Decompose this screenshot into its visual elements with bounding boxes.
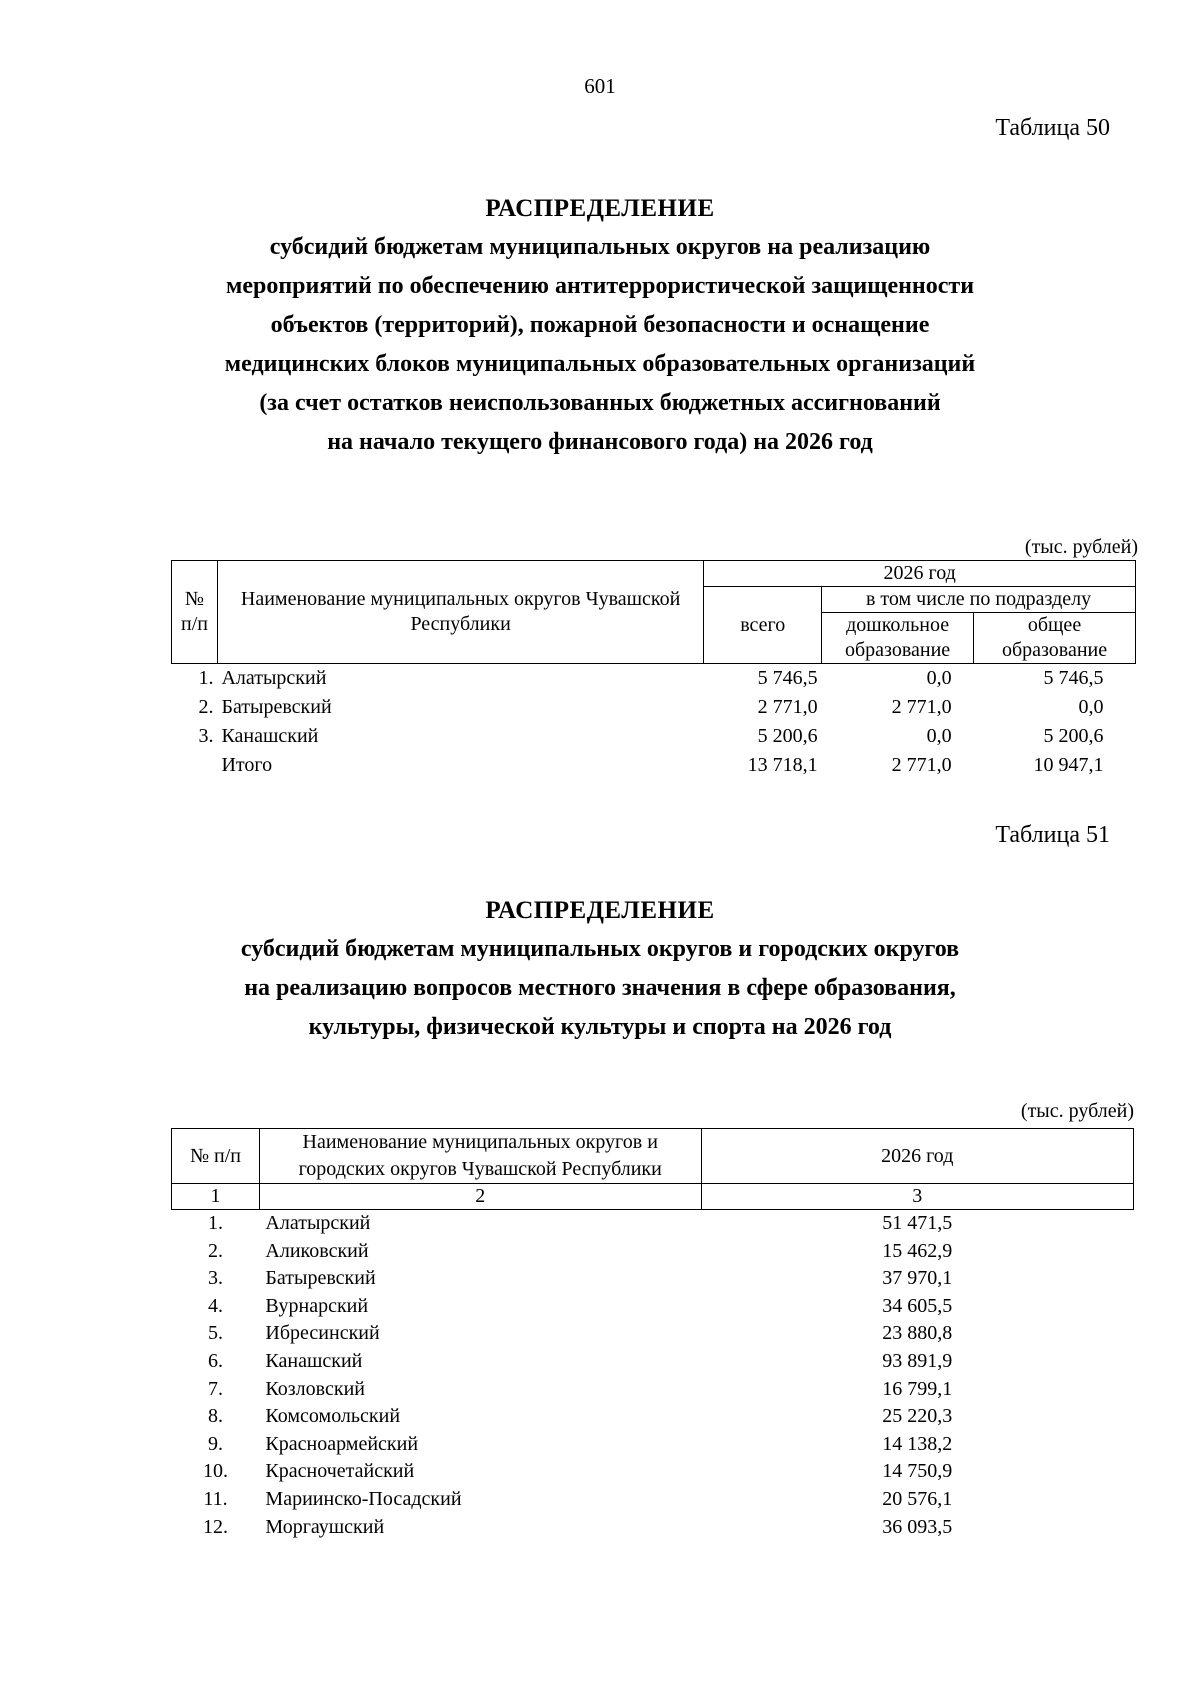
table-51-label: Таблица 51 <box>995 822 1110 848</box>
row-num: 3. <box>207 1267 223 1290</box>
table-row <box>172 1210 1134 1238</box>
table-row <box>172 1265 1134 1293</box>
row-name: Красноармейский <box>265 1432 419 1455</box>
row-num: 11. <box>203 1487 228 1510</box>
total-label: Итого <box>221 754 273 776</box>
table-51-heading <box>0 892 1200 1047</box>
row-total: 2 771,0 <box>757 696 818 718</box>
row-name: Комсомольский <box>265 1405 401 1428</box>
table-50-subtitle-line: медицинских блоков муниципальных образовательных организаций <box>224 351 976 377</box>
table-row <box>172 1431 1134 1459</box>
row-value: 20 576,1 <box>882 1487 953 1510</box>
row-value: 51 471,5 <box>882 1212 953 1234</box>
header-num: № п/п <box>172 1129 260 1184</box>
row-value: 14 138,2 <box>882 1432 953 1455</box>
row-num: 1. <box>207 1212 223 1234</box>
row-total: 5 200,6 <box>757 725 818 747</box>
column-number: 2 <box>259 1184 701 1210</box>
row-value: 23 880,8 <box>882 1322 953 1345</box>
row-num: 5. <box>207 1322 223 1345</box>
table-row <box>172 1514 1134 1542</box>
table-row <box>172 1293 1134 1321</box>
table-50-subtitle-line: (за счет остатков неиспользованных бюджетных ассигнований <box>259 390 941 416</box>
column-number: 1 <box>172 1184 260 1210</box>
header-name: Наименование муниципальных округов Чувашской Республики <box>217 561 703 664</box>
row-name: Вурнарский <box>265 1294 369 1317</box>
header-year: 2026 год <box>704 561 1136 587</box>
row-general: 0,0 <box>1078 696 1104 718</box>
table-51-subtitle-line: на реализацию вопросов местного значения в сфере образования, <box>244 975 956 1001</box>
table-50-title: РАСПРЕДЕЛЕНИЕ <box>485 195 715 222</box>
row-num: 8. <box>207 1405 223 1428</box>
table-50-label: Таблица 50 <box>995 115 1110 141</box>
row-value: 15 462,9 <box>882 1239 953 1262</box>
row-num: 1. <box>198 667 214 689</box>
row-name: Батыревский <box>221 696 332 718</box>
row-name: Алатырский <box>221 667 327 689</box>
row-value: 25 220,3 <box>882 1405 953 1428</box>
row-value: 34 605,5 <box>882 1294 953 1317</box>
table-row <box>172 1458 1134 1486</box>
row-name: Канашский <box>265 1349 363 1372</box>
total-row <box>172 751 1136 780</box>
row-preschool: 0,0 <box>926 667 952 689</box>
row-name: Алатырский <box>265 1212 371 1234</box>
row-name: Батыревский <box>265 1267 376 1290</box>
row-value: 16 799,1 <box>882 1377 953 1400</box>
row-general: 5 746,5 <box>1043 667 1104 689</box>
table-row <box>172 693 1136 722</box>
table-51-title: РАСПРЕДЕЛЕНИЕ <box>485 897 715 924</box>
table-row <box>172 664 1136 694</box>
row-num: 9. <box>207 1432 223 1455</box>
table-row <box>172 722 1136 751</box>
row-num: 4. <box>207 1294 223 1317</box>
total-preschool: 2 771,0 <box>891 754 952 776</box>
row-num: 7. <box>207 1377 223 1400</box>
table-row <box>172 1320 1134 1348</box>
column-numbers-row <box>172 1184 1134 1210</box>
column-number: 3 <box>701 1184 1133 1210</box>
row-total: 5 746,5 <box>757 667 818 689</box>
header-preschool: дошкольное образование <box>822 613 974 664</box>
row-name: Ибресинский <box>265 1322 380 1345</box>
row-num: 6. <box>207 1349 223 1372</box>
table-51-subtitle-line: субсидий бюджетам муниципальных округов и городских округов <box>240 936 960 962</box>
table-row <box>172 1348 1134 1376</box>
row-preschool: 2 771,0 <box>891 696 952 718</box>
row-general: 5 200,6 <box>1043 725 1104 747</box>
table-51 <box>171 1128 1134 1541</box>
row-name: Моргаушский <box>265 1515 385 1538</box>
row-name: Красночетайский <box>265 1460 415 1483</box>
header-including: в том числе по подразделу <box>822 587 1136 613</box>
row-name: Канашский <box>221 725 319 747</box>
table-50-heading <box>0 190 1200 462</box>
header-num: № п/п <box>172 561 218 664</box>
total-total: 13 718,1 <box>747 754 818 776</box>
row-name: Мариинско-Посадский <box>265 1487 462 1510</box>
table-row <box>172 1376 1134 1404</box>
row-value: 37 970,1 <box>882 1267 953 1290</box>
table-row <box>172 1403 1134 1431</box>
table-row <box>172 1238 1134 1266</box>
header-year: 2026 год <box>701 1129 1133 1184</box>
header-total: всего <box>704 587 822 664</box>
row-num: 12. <box>202 1515 228 1538</box>
table-50-subtitle-line: объектов (территорий), пожарной безопасности и оснащение <box>270 312 930 338</box>
table-50 <box>171 560 1136 780</box>
header-name: Наименование муниципальных округов и городских округов Чувашской Республики <box>259 1129 701 1184</box>
table-50-subtitle-line: субсидий бюджетам муниципальных округов на реализацию <box>269 234 931 260</box>
total-general: 10 947,1 <box>1033 754 1104 776</box>
row-num: 10. <box>202 1460 228 1483</box>
table-50-subtitle-line: мероприятий по обеспечению антитеррористической защищенности <box>225 273 975 299</box>
table-51-subtitle-line: культуры, физической культуры и спорта на 2026 год <box>308 1014 892 1040</box>
row-name: Аликовский <box>265 1239 369 1262</box>
table-51-units: (тыс. рублей) <box>1020 1100 1134 1122</box>
header-general: общее образование <box>974 613 1136 664</box>
table-row <box>172 1486 1134 1514</box>
page-number: 601 <box>584 74 616 98</box>
row-num: 2. <box>198 696 214 718</box>
row-value: 36 093,5 <box>882 1515 953 1538</box>
table-50-subtitle-line: на начало текущего финансового года) на 2026 год <box>327 429 873 455</box>
table-50-units: (тыс. рублей) <box>1024 536 1138 558</box>
row-num: 2. <box>207 1239 223 1262</box>
row-name: Козловский <box>265 1377 365 1400</box>
row-preschool: 0,0 <box>926 725 952 747</box>
row-value: 93 891,9 <box>882 1349 953 1372</box>
row-value: 14 750,9 <box>882 1460 953 1483</box>
row-num: 3. <box>198 725 214 747</box>
